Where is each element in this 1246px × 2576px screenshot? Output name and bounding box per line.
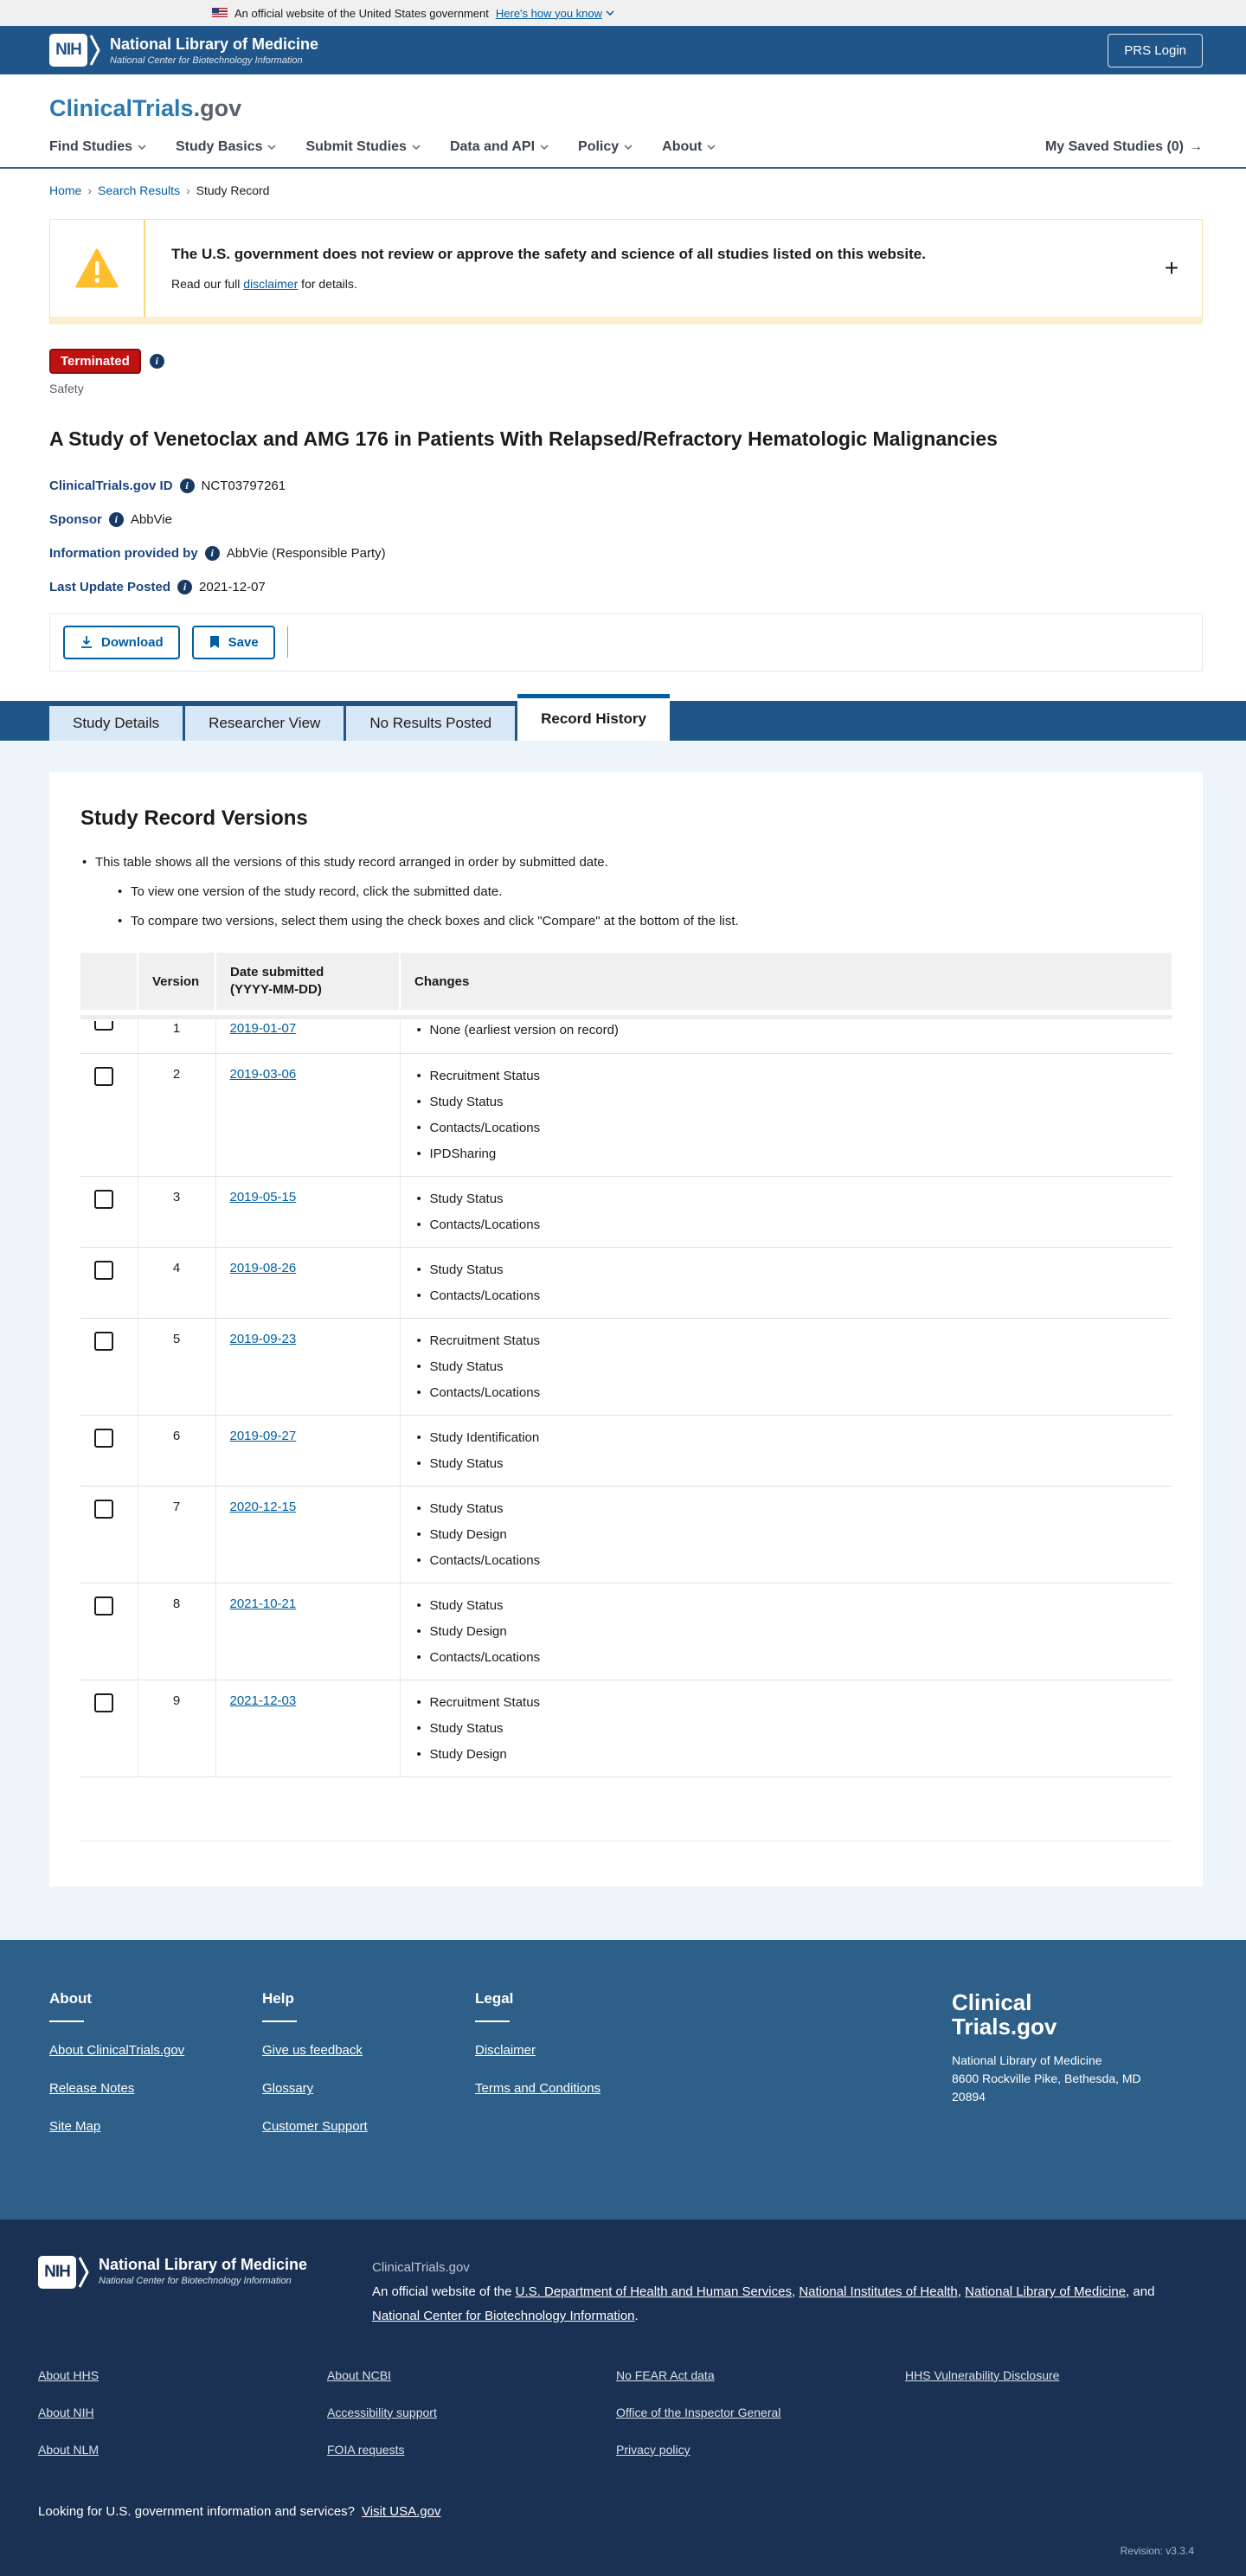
change-item: • None (earliest version on record) xyxy=(414,1021,1159,1039)
nih-chevron-icon xyxy=(78,2256,90,2289)
warning-triangle-icon xyxy=(75,248,119,288)
versions-table xyxy=(80,953,1172,1842)
table-row xyxy=(80,1054,1172,1177)
link-no-fear-act[interactable]: No FEAR Act data xyxy=(616,2367,715,2382)
version-checkbox[interactable] xyxy=(94,1332,113,1351)
header-version: Version xyxy=(138,953,215,1013)
header-checkbox-column xyxy=(80,953,138,1013)
info-icon[interactable]: i xyxy=(177,580,192,594)
usa-gov-row: Looking for U.S. government information and services? Visit USA.gov xyxy=(38,2503,441,2519)
field-information-provided-by: Information provided by i AbbVie (Responsible Party) xyxy=(49,545,386,561)
disclaimer-link[interactable]: disclaimer xyxy=(243,277,299,291)
main-nav xyxy=(0,122,1246,169)
table-row xyxy=(80,1487,1172,1584)
visit-usa-gov-link[interactable]: Visit USA.gov xyxy=(362,2503,441,2519)
intro-list xyxy=(80,853,1172,930)
nlm-subtitle: National Center for Biotechnology Information xyxy=(110,55,303,66)
nav-submit-studies[interactable]: Submit Studies xyxy=(305,139,420,155)
version-checkbox[interactable] xyxy=(94,1500,113,1519)
chevron-down-icon xyxy=(267,145,276,150)
nih-link[interactable]: National Institutes of Health xyxy=(799,2284,958,2300)
footer-link-give-us-feedback[interactable]: Give us feedback xyxy=(262,2043,363,2059)
nih-chevron-icon xyxy=(89,34,101,67)
alert-expand-button[interactable]: + xyxy=(1164,254,1179,281)
footer-about-column: About About ClinicalTrials.gov Release Notes Site Map xyxy=(49,1990,262,2157)
heading-dash xyxy=(475,2020,510,2022)
nih-logo-icon: NIH xyxy=(38,2256,76,2289)
table-footer-row xyxy=(80,1777,1172,1841)
bookmark-icon xyxy=(209,635,221,649)
site-footer xyxy=(0,1940,1246,2219)
footer-link-terms-and-conditions[interactable]: Terms and Conditions xyxy=(475,2081,601,2097)
nlm-link[interactable]: National Library of Medicine xyxy=(965,2284,1127,2300)
my-saved-studies-link[interactable]: My Saved Studies (0) → xyxy=(1044,139,1203,154)
subfooter-brand: ClinicalTrials.gov xyxy=(372,2260,470,2276)
table-row xyxy=(80,1319,1172,1416)
tab-study-details[interactable]: Study Details xyxy=(49,706,183,741)
change-item: • Study Status xyxy=(414,1596,1159,1615)
footer-address: National Library of Medicine 8600 Rockville Pike, Bethesda, MD 20894 xyxy=(952,2052,1141,2104)
brand-row xyxy=(0,74,1246,122)
status-badge: Terminated xyxy=(49,349,141,374)
footer-link-site-map[interactable]: Site Map xyxy=(49,2119,101,2135)
row-changes-list xyxy=(414,1500,1159,1570)
row-changes-list xyxy=(414,1190,1159,1234)
heading-dash xyxy=(262,2020,297,2022)
footer-legal-column: Legal Disclaimer Terms and Conditions xyxy=(475,1990,688,2157)
tab-researcher-view[interactable]: Researcher View xyxy=(185,706,344,741)
change-item: • Contacts/Locations xyxy=(414,1551,1159,1570)
intro-subitem: • To view one version of the study record, click the submitted date. xyxy=(116,883,1172,901)
tab-record-history[interactable]: Record History xyxy=(517,694,670,741)
change-item: • Study Status xyxy=(414,1190,1159,1208)
info-icon[interactable]: i xyxy=(180,479,195,493)
version-checkbox[interactable] xyxy=(94,1067,113,1086)
row-changes-list xyxy=(414,1332,1159,1402)
breadcrumb-home[interactable]: Home xyxy=(49,183,82,197)
chevron-down-icon xyxy=(412,145,421,150)
nlm-footer xyxy=(0,2219,1246,2575)
chevron-down-icon xyxy=(606,10,614,16)
link-foia-requests[interactable]: FOIA requests xyxy=(327,2442,405,2457)
link-about-ncbi[interactable]: About NCBI xyxy=(327,2367,391,2382)
action-bar xyxy=(49,613,1203,671)
table-header-row xyxy=(80,953,1172,1013)
version-checkbox[interactable] xyxy=(94,1429,113,1448)
action-divider xyxy=(287,626,288,658)
link-privacy-policy[interactable]: Privacy policy xyxy=(616,2442,690,2457)
row-version: 1 xyxy=(138,1019,215,1054)
link-accessibility-support[interactable]: Accessibility support xyxy=(327,2405,437,2419)
intro-subitem: • To compare two versions, select them using the check boxes and click "Compare" at the bottom of the list. xyxy=(116,912,1172,930)
chevron-down-icon xyxy=(624,145,633,150)
link-about-hhs[interactable]: About HHS xyxy=(38,2367,100,2382)
row-changes-list xyxy=(414,1067,1159,1163)
footer-link-customer-support[interactable]: Customer Support xyxy=(262,2119,368,2135)
federal-links-grid xyxy=(38,2368,1194,2480)
version-checkbox[interactable] xyxy=(94,1596,113,1616)
page-title: A Study of Venetoclax and AMG 176 in Patients With Relapsed/Refractory Hematologic Malignancies xyxy=(49,427,998,450)
alert-title: The U.S. government does not review or approve the safety and science of all studies listed on this website. xyxy=(171,246,926,262)
download-button[interactable]: Download xyxy=(63,626,180,659)
breadcrumb-separator: › xyxy=(185,183,190,197)
study-record-versions-card xyxy=(49,772,1203,1887)
info-icon[interactable]: i xyxy=(109,512,124,527)
row-date-link[interactable]: 2019-05-15 xyxy=(229,1190,297,1205)
change-item: • Study Status xyxy=(414,1261,1159,1279)
nlm-header xyxy=(0,26,1246,74)
prs-login-button[interactable]: PRS Login xyxy=(1108,34,1203,67)
row-version: 8 xyxy=(138,1584,215,1680)
change-item: • Study Design xyxy=(414,1622,1159,1641)
header-date-submitted: Date submitted (YYYY-MM-DD) xyxy=(215,953,400,1013)
info-icon[interactable]: i xyxy=(150,354,164,369)
change-item: • Contacts/Locations xyxy=(414,1287,1159,1305)
footer-link-glossary[interactable]: Glossary xyxy=(262,2081,314,2097)
table-row xyxy=(80,1584,1172,1680)
study-fields xyxy=(49,479,1197,594)
row-version: 6 xyxy=(138,1416,215,1487)
chevron-down-icon xyxy=(707,145,716,150)
row-version: 5 xyxy=(138,1319,215,1416)
banner-text: An official website of the United States government xyxy=(234,6,489,20)
change-item: • Recruitment Status xyxy=(414,1067,1159,1085)
table-row xyxy=(80,1019,1172,1054)
change-item: • Study Status xyxy=(414,1500,1159,1518)
change-item: • Contacts/Locations xyxy=(414,1384,1159,1402)
nlm-title: National Library of Medicine xyxy=(110,35,319,53)
row-date-link[interactable]: 2019-03-06 xyxy=(229,1067,297,1082)
link-about-nih[interactable]: About NIH xyxy=(38,2405,94,2419)
save-button[interactable]: Save xyxy=(192,626,275,659)
nlm-footer-logo-link[interactable]: NIH National Library of Medicine National Center for Biotechnology Information xyxy=(38,2256,372,2328)
table-row xyxy=(80,1680,1172,1777)
row-version: 7 xyxy=(138,1487,215,1584)
site-logo[interactable]: ClinicalTrials.gov xyxy=(49,95,242,121)
breadcrumb-search-results[interactable]: Search Results xyxy=(98,183,180,197)
intro-item: • This table shows all the versions of this study record arranged in order by submitted date. • To view one version of the study record, click the submitted date. • To compare two versions, select them using the check boxes and click "Compare" at the bottom of the list. xyxy=(80,853,1172,930)
table-row xyxy=(80,1177,1172,1248)
versions-table-body xyxy=(80,1019,1172,1777)
nlm-logo-link[interactable] xyxy=(49,34,318,67)
tab-no-results-posted[interactable]: No Results Posted xyxy=(346,706,515,741)
revision-label: Revision: v3.3.4 xyxy=(1120,2544,1194,2557)
change-item: • Recruitment Status xyxy=(414,1332,1159,1350)
row-date-link[interactable]: 2019-01-07 xyxy=(229,1021,297,1037)
nav-about[interactable]: About xyxy=(662,139,716,155)
change-item: • Study Status xyxy=(414,1455,1159,1473)
footer-link-about-clinicaltrials[interactable]: About ClinicalTrials.gov xyxy=(49,2043,185,2059)
link-about-nlm[interactable]: About NLM xyxy=(38,2442,100,2457)
footer-link-release-notes[interactable]: Release Notes xyxy=(49,2081,135,2097)
footer-logo: Clinical Trials.gov xyxy=(952,1989,1057,2040)
nav-data-and-api[interactable]: Data and API xyxy=(450,139,549,155)
row-date-link[interactable]: 2021-12-03 xyxy=(229,1693,297,1709)
footer-link-disclaimer[interactable]: Disclaimer xyxy=(475,2043,536,2059)
footer-brand-block xyxy=(952,1990,1203,2157)
field-last-update-posted: Last Update Posted i 2021-12-07 xyxy=(49,579,266,594)
row-changes-list xyxy=(414,1261,1159,1305)
table-row xyxy=(80,1416,1172,1487)
nav-study-basics[interactable]: Study Basics xyxy=(176,139,276,155)
breadcrumb-current: Study Record xyxy=(196,183,270,197)
row-changes-list xyxy=(414,1021,1159,1039)
row-changes-list xyxy=(414,1596,1159,1667)
nav-policy[interactable]: Policy xyxy=(578,139,633,155)
section-title: Study Record Versions xyxy=(80,806,308,830)
table-row xyxy=(80,1248,1172,1319)
change-item: • Study Status xyxy=(414,1358,1159,1376)
row-changes-list xyxy=(414,1429,1159,1473)
status-detail: Safety xyxy=(49,382,84,395)
change-item: • Study Design xyxy=(414,1526,1159,1544)
change-item: • Study Status xyxy=(414,1093,1159,1111)
header-changes: Changes xyxy=(400,953,1172,1013)
row-version: 4 xyxy=(138,1248,215,1319)
row-date-link[interactable]: 2019-08-26 xyxy=(229,1261,297,1276)
table-scroll-strip xyxy=(80,1012,1172,1019)
row-version: 3 xyxy=(138,1177,215,1248)
change-item: • Contacts/Locations xyxy=(414,1648,1159,1667)
chevron-down-icon xyxy=(540,145,549,150)
arrow-right-icon: → xyxy=(1189,139,1203,154)
row-version: 2 xyxy=(138,1054,215,1177)
version-checkbox[interactable] xyxy=(94,1190,113,1209)
official-website-sentence: An official website of the U.S. Department of Health and Human Services, National Institutes of Health, National Library of Medicine, and National Center for Biotechnology Information. xyxy=(372,2284,1155,2323)
version-checkbox[interactable] xyxy=(94,1261,113,1280)
tab-bar xyxy=(0,701,1246,741)
us-flag-icon xyxy=(212,8,228,18)
gov-banner xyxy=(0,0,1246,26)
government-disclaimer-alert xyxy=(49,219,1203,324)
field-sponsor: Sponsor i AbbVie xyxy=(49,511,172,527)
download-icon xyxy=(80,635,93,649)
breadcrumb xyxy=(0,169,1246,212)
nav-find-studies[interactable]: Find Studies xyxy=(49,139,146,155)
row-changes-list xyxy=(414,1693,1159,1763)
change-item: • Contacts/Locations xyxy=(414,1119,1159,1137)
link-hhs-vulnerability-disclosure[interactable]: HHS Vulnerability Disclosure xyxy=(905,2367,1060,2382)
ncbi-link[interactable]: National Center for Biotechnology Information xyxy=(372,2308,635,2323)
version-checkbox[interactable] xyxy=(94,1021,113,1031)
breadcrumb-separator: › xyxy=(87,183,93,197)
hhs-link[interactable]: U.S. Department of Health and Human Services xyxy=(515,2284,792,2300)
tab-content xyxy=(0,741,1246,1941)
row-date-link[interactable]: 2019-09-27 xyxy=(229,1429,297,1444)
alert-text: Read our full disclaimer for details. xyxy=(171,277,357,291)
change-item: • Contacts/Locations xyxy=(414,1216,1159,1234)
footer-help-column: Help Give us feedback Glossary Customer Support xyxy=(262,1990,475,2157)
row-date-link[interactable]: 2020-12-15 xyxy=(229,1500,297,1515)
change-item: • Recruitment Status xyxy=(414,1693,1159,1712)
nih-logo-icon: NIH xyxy=(49,34,87,67)
row-date-link[interactable]: 2021-10-21 xyxy=(229,1596,297,1612)
heres-how-you-know-link[interactable]: Here's how you know xyxy=(496,7,614,20)
version-checkbox[interactable] xyxy=(94,1693,113,1712)
change-item: • IPDSharing xyxy=(414,1145,1159,1163)
info-icon[interactable]: i xyxy=(205,546,220,561)
link-inspector-general[interactable]: Office of the Inspector General xyxy=(616,2405,781,2419)
change-item: • Study Identification xyxy=(414,1429,1159,1447)
change-item: • Study Design xyxy=(414,1745,1159,1763)
row-date-link[interactable]: 2019-09-23 xyxy=(229,1332,297,1347)
chevron-down-icon xyxy=(138,145,146,150)
change-item: • Study Status xyxy=(414,1719,1159,1738)
row-version: 9 xyxy=(138,1680,215,1777)
field-nct-id: ClinicalTrials.gov ID i NCT03797261 xyxy=(49,478,286,493)
heading-dash xyxy=(49,2020,84,2022)
